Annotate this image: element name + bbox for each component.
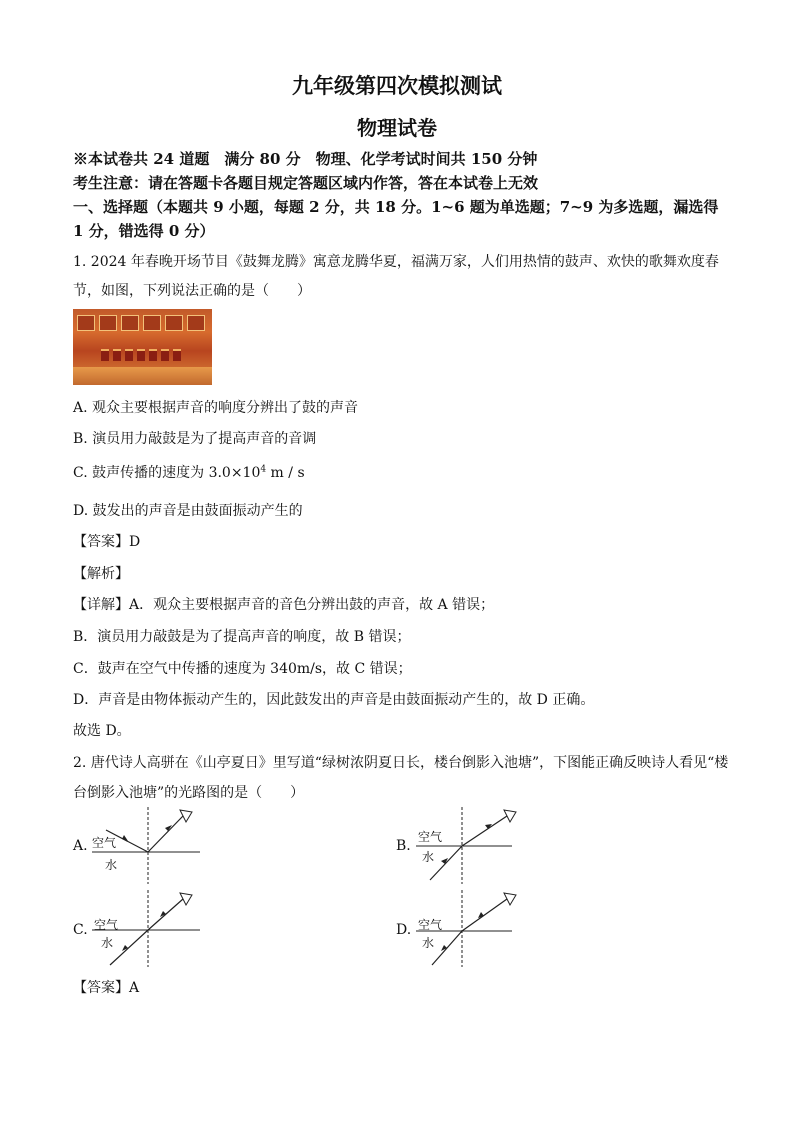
q2-answer: 【答案】A (73, 980, 140, 996)
page-title: 九年级第四次模拟测试 (292, 73, 502, 98)
q1-option-d: D. 鼓发出的声音是由鼓面振动产生的 (73, 503, 303, 519)
q2-option-b-water: 水 (422, 850, 435, 864)
q2-option-c-water: 水 (101, 936, 114, 950)
eye-icon (504, 893, 516, 905)
q1-detail-a: 【详解】A．观众主要根据声音的音色分辨出鼓的声音，故 A 错误； (73, 597, 495, 613)
q2-option-b-air: 空气 (418, 830, 443, 844)
q2-option-c-label: C. (73, 922, 88, 938)
q1-analysis-label: 【解析】 (73, 566, 129, 582)
section-heading: 一、选择题（本题共 9 小题，每题 2 分，共 18 分。1~6 题为单选题；7~9 为多选题，漏选得 (73, 198, 719, 216)
q2-option-a-air: 空气 (92, 836, 117, 850)
section-heading-cont: 1 分，错选得 0 分） (73, 222, 215, 240)
q2-option-a-label: A. (73, 838, 88, 854)
q2-option-d-water: 水 (422, 936, 435, 950)
q2-stem-line2: 台倒影入池塘”的光路图的是（ ） (73, 785, 305, 801)
eye-icon (504, 810, 516, 822)
q1-option-a: A. 观众主要根据声音的响度分辨出了鼓的声音 (73, 400, 359, 416)
q2-stem-line1: 2. 唐代诗人高骈在《山亭夏日》里写道“绿树浓阴夏日长，楼台倒影入池塘”，下图能正确反映诗人看见“楼 (73, 755, 729, 771)
q2-option-d-label: D. (396, 922, 412, 938)
q1-detail-d: D．声音是由物体振动产生的，因此鼓发出的声音是由鼓面振动产生的，故 D 正确。 (73, 692, 595, 708)
q1-stem-line2: 节，如图，下列说法正确的是（ ） (73, 283, 311, 299)
q2-option-d-air: 空气 (418, 918, 443, 932)
eye-icon (180, 893, 192, 905)
q1-detail-b: B．演员用力敲鼓是为了提高声音的响度，故 B 错误； (73, 629, 411, 645)
q1-option-c-exponent: 4 (260, 464, 267, 475)
q2-option-a-water: 水 (105, 858, 118, 872)
q2-option-b-label: B. (396, 838, 411, 854)
q1-option-b: B. 演员用力敲鼓是为了提高声音的音调 (73, 431, 317, 447)
q1-conclusion: 故选 D。 (73, 723, 131, 739)
q1-option-c-text: C. 鼓声传播的速度为 3.0×10 (73, 465, 261, 481)
exam-info-note: ※本试卷共 24 道题 满分 80 分 物理、化学考试时间共 150 分钟 (73, 150, 538, 168)
gala-performance-photo (73, 309, 212, 385)
q1-stem-line1: 1. 2024 年春晚开场节目《鼓舞龙腾》寓意龙腾华夏，福满万家，人们用热情的鼓声、欢快的歌舞欢度春 (73, 254, 719, 270)
q1-detail-c: C．鼓声在空气中传播的速度为 340m/s，故 C 错误； (73, 661, 412, 677)
q1-option-c-unit: m / s (266, 465, 305, 481)
q2-option-c-air: 空气 (94, 918, 119, 932)
page-subtitle: 物理试卷 (357, 116, 437, 140)
candidate-notice: 考生注意：请在答题卡各题目规定答题区域内作答，答在本试卷上无效 (73, 174, 539, 192)
q1-option-c (73, 462, 305, 482)
q1-answer: 【答案】D (73, 534, 141, 550)
eye-icon (180, 810, 192, 822)
